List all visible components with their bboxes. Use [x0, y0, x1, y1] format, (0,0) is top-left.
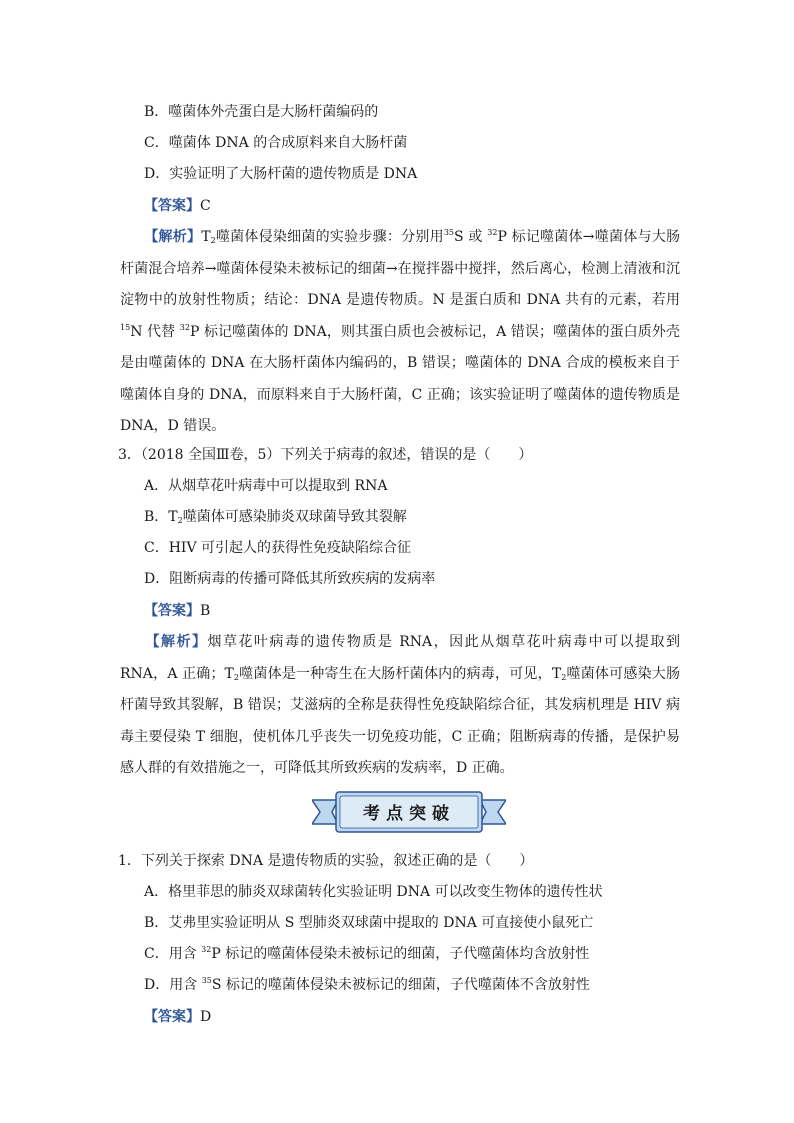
answer-value: B	[200, 603, 211, 619]
text: P 标记噬菌体→噬菌体与大肠杆菌混合培养→噬菌体侵染未被标记的细菌→在搅拌器中搅拌，然后离心，检测上清液和沉淀物中的放射性物质；结论：DNA 是遗传物质。N 是蛋白质和 DNA 共有的元素，若用	[120, 229, 680, 308]
option-d: D．实验证明了大肠杆菌的遗传物质是 DNA	[144, 166, 418, 182]
analysis-tag: 【解析】	[144, 634, 208, 650]
subscript: 2	[177, 516, 183, 525]
option-c: C．HIV 可引起人的获得性免疫缺陷综合征	[144, 540, 412, 556]
answer-line	[144, 1007, 211, 1027]
banner-right-ribbon	[480, 800, 506, 824]
answer-tag: 【答案】	[144, 1009, 200, 1025]
text: S 或	[454, 229, 488, 245]
option-b	[144, 507, 407, 527]
text: P 标记的噬菌体侵染未被标记的细菌，子代噬菌体均含放射性	[211, 946, 590, 962]
text: N 代替	[130, 323, 180, 340]
question-3-stem: 3．（2018 全国Ⅲ卷，5）下列关于病毒的叙述，错误的是（ ）	[118, 447, 533, 463]
answer-value: D	[200, 1009, 212, 1025]
superscript: 15	[120, 322, 131, 332]
superscript: 32	[201, 945, 212, 954]
superscript: 32	[179, 322, 190, 332]
text: 烟草花叶病毒的遗传物质是 RNA，因此从烟草花叶病毒中可以提取到 RNA，A 正确；T	[120, 634, 680, 682]
subscript: 2	[210, 236, 216, 245]
option-b: B．噬菌体外壳蛋白是大肠杆菌编码的	[144, 104, 379, 120]
subscript: 2	[233, 672, 239, 682]
option-a: A．从烟草花叶病毒中可以提取到 RNA	[144, 478, 388, 494]
analysis-paragraph	[120, 627, 680, 785]
analysis-tag: 【解析】	[144, 229, 202, 245]
subscript: 2	[561, 672, 567, 682]
text: D．用含	[144, 977, 202, 993]
answer-tag: 【答案】	[144, 198, 200, 214]
option-d	[144, 975, 590, 995]
option-a: A．格里菲思的肺炎双球菌转化实验证明 DNA 可以改变生物体的遗传性状	[144, 884, 603, 900]
section-banner	[312, 790, 506, 836]
text: B．T	[144, 509, 178, 525]
text: S 标记的噬菌体侵染未被标记的细菌，子代噬菌体不含放射性	[211, 977, 590, 993]
answer-value: C	[200, 198, 211, 214]
text: 噬菌体可感染肺炎双球菌导致其裂解	[182, 509, 407, 525]
banner-title: 考点突破	[363, 804, 455, 824]
answer-line	[144, 196, 211, 216]
option-c	[144, 944, 589, 964]
practice-question-1-stem: 1．下列关于探索 DNA 是遗传物质的实验，叙述正确的是（ ）	[118, 853, 534, 869]
superscript: 35	[201, 976, 212, 985]
superscript: 32	[487, 228, 498, 237]
text: 噬菌体是一种寄生在大肠杆菌体内的病毒，可见，T	[238, 665, 562, 682]
banner-left-ribbon	[312, 800, 338, 824]
answer-tag: 【答案】	[144, 603, 200, 619]
option-b: B．艾弗里实验证明从 S 型肺炎双球菌中提取的 DNA 可直接使小鼠死亡	[144, 915, 594, 931]
text: T	[201, 229, 211, 245]
option-d: D．阻断病毒的传播可降低其所致疾病的发病率	[144, 571, 436, 587]
text: 噬菌体侵染细菌的实验步骤：分别用	[215, 229, 444, 245]
text: C．用含	[144, 946, 202, 962]
option-c: C．噬菌体 DNA 的合成原料来自大肠杆菌	[144, 135, 408, 151]
text: P 标记噬菌体的 DNA，则其蛋白质也会被标记，A 错误；噬菌体的蛋白质外壳是由噬菌体的 DNA 在大肠杆菌体内编码的，B 错误；噬菌体的 DNA 合成的模板来自于噬菌体自身的 DNA，而原料来自于大肠杆菌，C 正确；该实验证明了噬菌体的遗传物质是 DNA，D 错误。	[120, 323, 681, 434]
superscript: 35	[443, 228, 455, 237]
analysis-paragraph	[120, 222, 680, 443]
answer-line	[144, 601, 210, 621]
text: 噬菌体可感染大肠杆菌导致其裂解，B 错误；艾滋病的全称是获得性免疫缺陷综合征，其发病机理是 HIV 病毒主要侵染 T 细胞，使机体几乎丧失一切免疫功能，C 正确；阻断病毒的传播，是保护易感人群的有效措施之一，可降低其所致疾病的发病率，D 正确。	[120, 665, 680, 776]
